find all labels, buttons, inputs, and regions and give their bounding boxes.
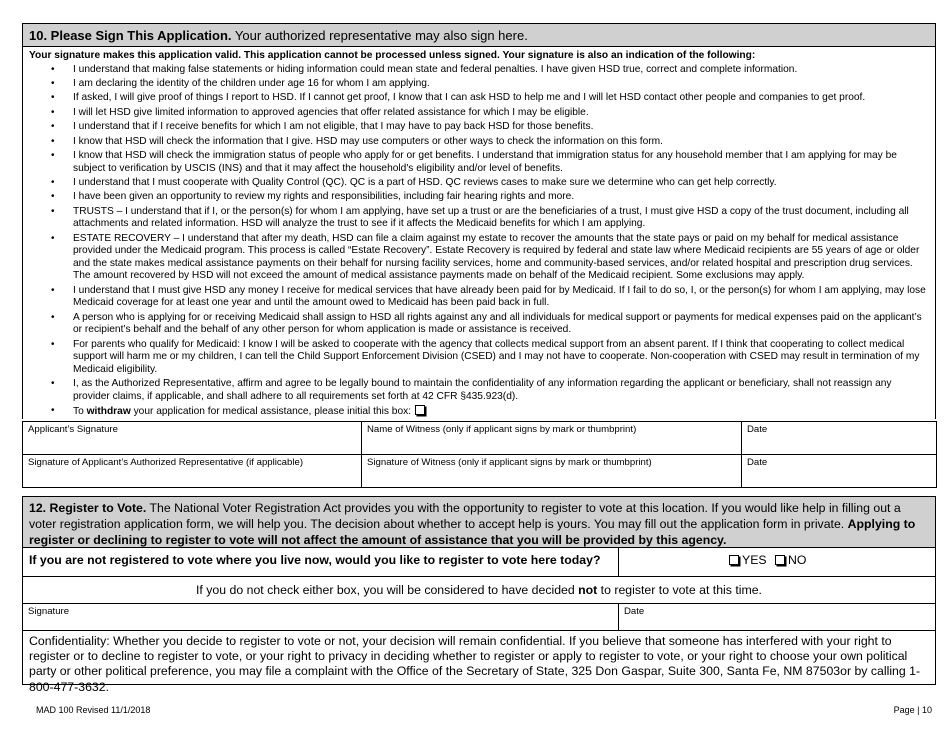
representative-signature-field[interactable]: Signature of Applicant’s Authorized Representative (if applicable) bbox=[23, 454, 362, 487]
attestation-item: • I, as the Authorized Representative, affirm and agree to be legally bound to maintain the confidentiality of any information regarding the applicant or beneficiary, shall not reassign any provider claims, if applicable, and shall adhere to all requirements set forth at 42 CFR §435.923(d). bbox=[73, 378, 929, 403]
no-label: NO bbox=[788, 552, 807, 567]
attestation-item: • A person who is applying for or receiving Medicaid shall assign to HSD all rights against any and all individuals for medical support or payments for medical expenses paid on the applicant’s or recipient’s behalf and the behalf of any other person for whom application is made or assistance is received. bbox=[73, 312, 929, 337]
attestation-item: • ESTATE RECOVERY – I understand that after my death, HSD can file a claim against my estate to recover the amounts that the state pays or paid on my behalf for medical assistance provided under the Medicaid program. This process is called “Estate Recovery”. Estate Recovery is required by federal and state law where Medicaid recipients are 55 years of age or older and the state makes medical assistance payments on their behalf for nursing facility services, home and community-based services, and/or related hospital and prescription drug services. The amount recovered by HSD will not exceed the amount of medical assistance payments made on behalf of the Medicaid recipient. Some exclusions may apply. bbox=[73, 233, 929, 283]
date-field[interactable]: Date bbox=[742, 421, 937, 454]
yes-no-options bbox=[619, 548, 935, 576]
witness-name-field[interactable]: Name of Witness (only if applicant signs by mark or thumbprint) bbox=[362, 421, 742, 454]
witness-signature-field[interactable]: Signature of Witness (only if applicant signs by mark or thumbprint) bbox=[362, 454, 742, 487]
register-question-row bbox=[22, 548, 936, 577]
yes-checkbox[interactable] bbox=[729, 555, 739, 565]
section-10-header bbox=[22, 23, 936, 47]
attestation-item: • I will let HSD give limited information to approved agencies that offer related assistance for which I may be eligible. bbox=[73, 107, 929, 120]
attestation-list bbox=[29, 64, 929, 419]
section-12-bold-text: Applying to register or declining to register to vote will not affect the amount of assistance that you will be provided by this agency. bbox=[29, 516, 916, 547]
section-12-text: The National Voter Registration Act provides you with the opportunity to register to vote at this location. If you would like help in filling out a voter registration application form, we will help you. The decision about whether to accept help is yours. You may fill out the application form in private. bbox=[29, 500, 901, 531]
voter-signature-field[interactable]: Signature bbox=[23, 604, 619, 630]
attestation-item: • I understand that if I receive benefits for which I am not eligible, that I may have to pay back HSD for those benefits. bbox=[73, 121, 929, 134]
attestation-item: • I know that HSD will check the information that I give. HSD may use computers or other ways to check the information on this form. bbox=[73, 136, 929, 149]
voter-date-field[interactable]: Date bbox=[624, 605, 645, 617]
voter-signature-row bbox=[22, 604, 936, 631]
attestation-item: • I understand that making false statements or hiding information could mean state and federal penalties. I have given HSD true, correct and complete information. bbox=[73, 64, 929, 77]
withdraw-post: your application for medical assistance, please initial this box: bbox=[130, 406, 412, 418]
register-question: If you are not registered to vote where you live now, would you like to register to vote here today? bbox=[23, 548, 619, 576]
attestation-block bbox=[22, 47, 936, 419]
form-id: MAD 100 Revised 11/1/2018 bbox=[36, 705, 151, 715]
section-12-title: 12. Register to Vote. bbox=[29, 500, 147, 515]
page-number: Page | 10 bbox=[893, 705, 932, 715]
attestation-item: • I understand that I must give HSD any money I receive for medical services that have already been paid for by Medicaid. If I fail to do so, I, or the person(s) for whom I am applying, may lose Medicaid coverage for at least one year and until the amount owed to Medicaid has been paid back in full. bbox=[73, 285, 929, 310]
date-field[interactable]: Date bbox=[742, 454, 937, 487]
attestation-item: • I know that HSD will check the immigration status of people who apply for or get benefits. I understand that immigration status for any household member that I am applying for may be subject to verification by USCIS (INS) and that it may affect the household's eligibility and/or level of benefits. bbox=[73, 150, 929, 175]
withdraw-item bbox=[73, 405, 929, 419]
withdraw-pre: To bbox=[73, 406, 87, 418]
attestation-item: • For parents who qualify for Medicaid: I know I will be asked to cooperate with the agency that collects medical support from an absent parent. If I think that cooperating to collect medical support will harm me or my children, I can tell the Child Support Enforcement Division (CSED) and I may not have to cooperate. Non-cooperation with CSED may result in termination of my Medicaid eligibility. bbox=[73, 339, 929, 377]
note-pre: If you do not check either box, you will be considered to have decided bbox=[196, 582, 579, 597]
section-10-title: 10. Please Sign This Application. bbox=[29, 28, 232, 43]
section-12-header bbox=[22, 496, 936, 548]
attestation-intro: Your signature makes this application valid. This application cannot be processed unless signed. Your signature is also an indication of the following: bbox=[29, 50, 756, 61]
applicant-signature-field[interactable]: Applicant’s Signature bbox=[23, 421, 362, 454]
application-form bbox=[22, 23, 936, 694]
withdraw-bold: withdraw bbox=[86, 406, 131, 418]
attestation-item: • If asked, I will give proof of things I report to HSD. If I cannot get proof, I know that I can ask HSD to help me and I will let HSD contact other people and companies to get proof. bbox=[73, 92, 929, 105]
attestation-item: • I understand that I must cooperate with Quality Control (QC). QC is a part of HSD. QC reviews cases to make sure we determine who can get help correctly. bbox=[73, 177, 929, 190]
yes-label: YES bbox=[742, 552, 767, 567]
withdraw-checkbox[interactable] bbox=[415, 405, 425, 415]
confidentiality-statement: Confidentiality: Whether you decide to register to vote or not, your decision will remain confidential. If you believe that someone has interfered with your right to register or to decline to register to vote, or your right to privacy in deciding whether to register or apply to register to vote, or your right to choose your own political party or other political preference, you may file a complaint with the Office of the Secretary of State, 325 Don Gaspar, Suite 300, Santa Fe, NM 87503or by calling 1-800-477-3632. bbox=[22, 631, 936, 685]
attestation-item: • I have been given an opportunity to review my rights and responsibilities, including fair hearing rights and more. bbox=[73, 191, 929, 204]
section-10-subtitle: Your authorized representative may also sign here. bbox=[231, 28, 528, 43]
note-bold: not bbox=[578, 582, 598, 597]
no-selection-note bbox=[22, 577, 936, 604]
attestation-item: • TRUSTS – I understand that if I, or the person(s) for whom I am applying, have set up a trust or are the beneficiaries of a trust, I must give HSD a copy of the trust document, including all attachments and related information. HSD will analyze the trust to see if it affects the Medicaid benefits for which I am applying. bbox=[73, 206, 929, 231]
signature-table bbox=[22, 421, 937, 488]
attestation-item: • I am declaring the identity of the children under age 16 for whom I am applying. bbox=[73, 78, 929, 91]
no-checkbox[interactable] bbox=[775, 555, 785, 565]
note-post: to register to vote at this time. bbox=[597, 582, 762, 597]
